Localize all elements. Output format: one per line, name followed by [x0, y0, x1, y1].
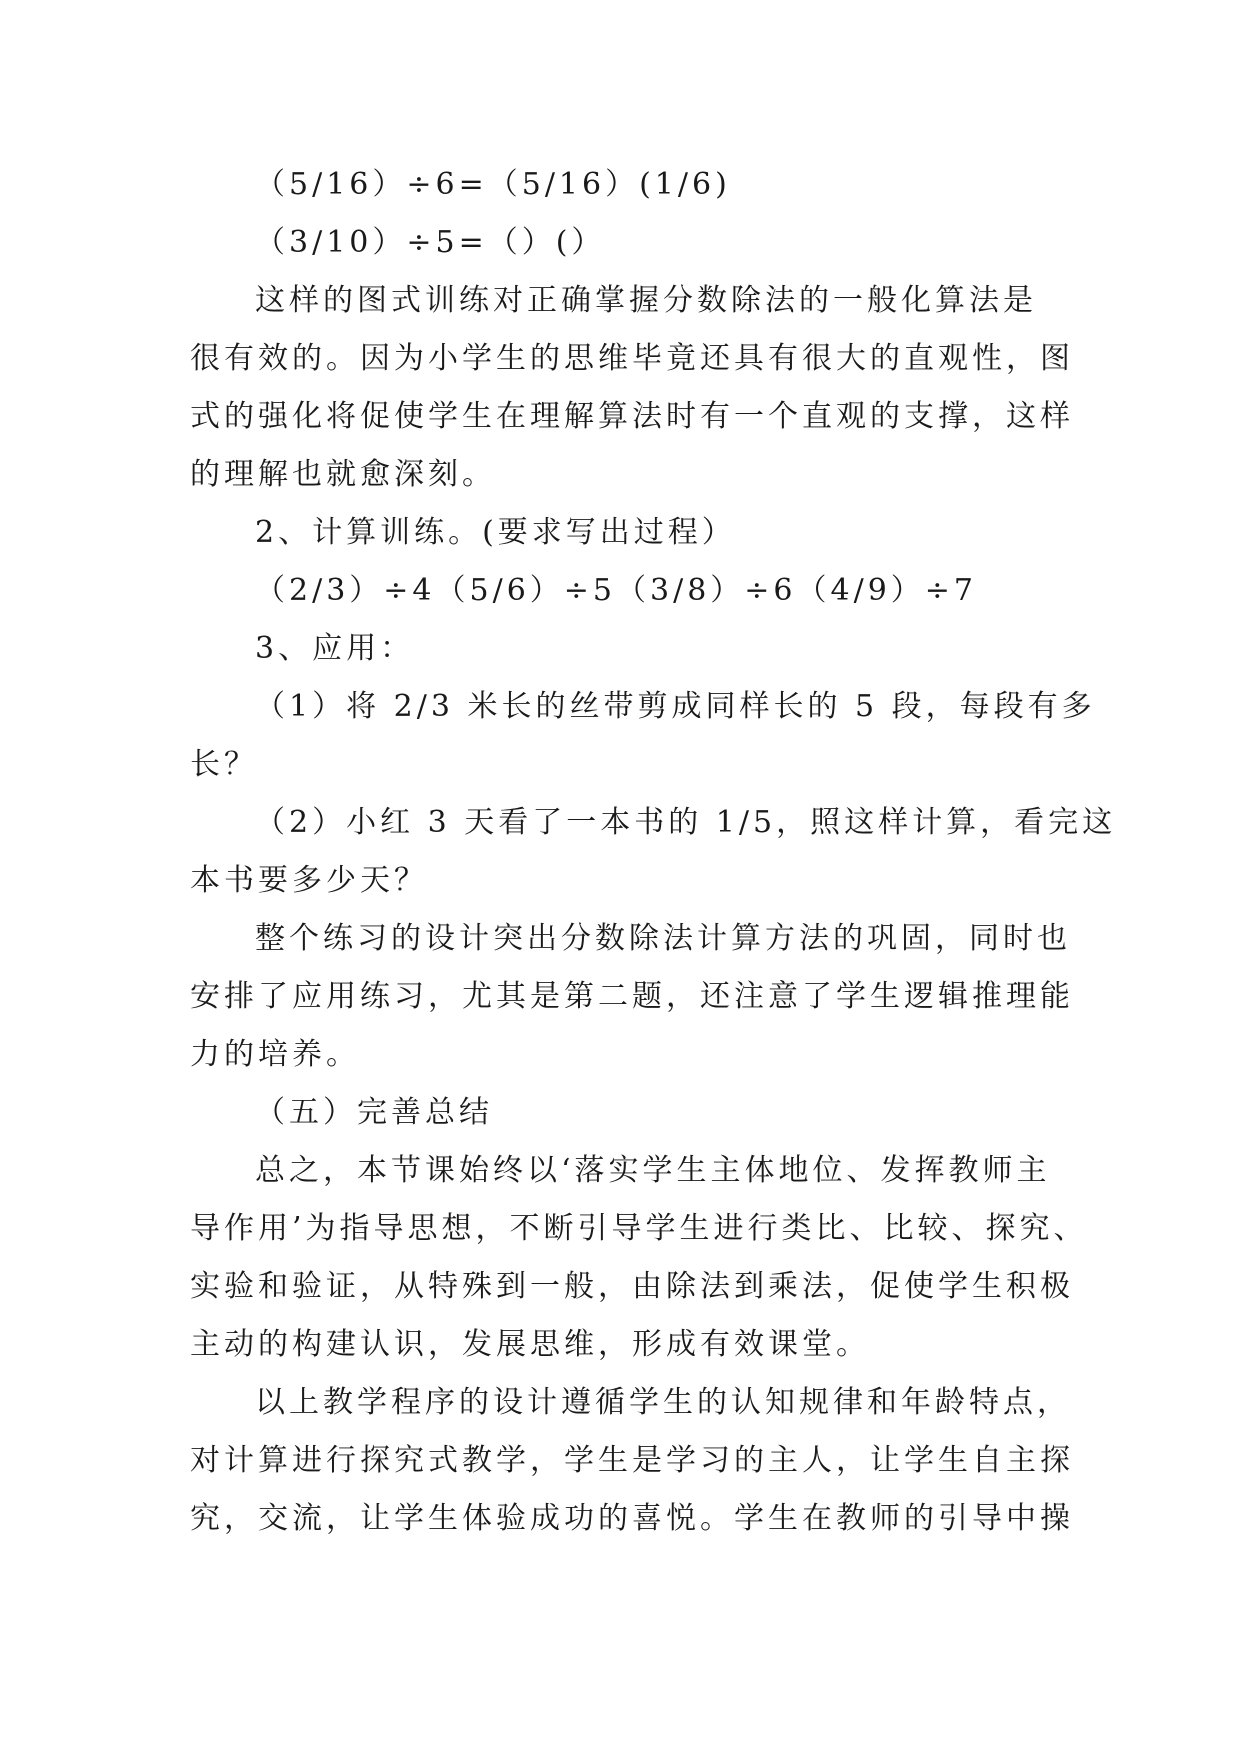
paragraph-line: 主动的构建认识，发展思维，形成有效课堂。: [190, 1327, 870, 1362]
paragraph-line: 力的培养。: [190, 1037, 360, 1072]
paragraph-line: 以上教学程序的设计遵循学生的认知规律和年龄特点，: [255, 1385, 1071, 1420]
question-2-line: 本书要多少天？: [190, 863, 428, 898]
question-2-line: （2）小红 3 天看了一本书的 1/5，照这样计算，看完这: [255, 805, 1117, 840]
paragraph-line: 的理解也就愈深刻。: [190, 457, 496, 492]
question-1-line: （1）将 2/3 米长的丝带剪成同样长的 5 段，每段有多: [255, 689, 1096, 724]
paragraph-line: 究，交流，让学生体验成功的喜悦。学生在教师的引导中操: [190, 1501, 1074, 1536]
paragraph-line: 整个练习的设计突出分数除法计算方法的巩固，同时也: [255, 921, 1071, 956]
section-heading-application: 3、应用：: [255, 631, 415, 666]
paragraph-line: 安排了应用练习，尤其是第二题，还注意了学生逻辑推理能: [190, 979, 1074, 1014]
equation-line-2: （3/10）÷5=（）(）: [255, 225, 606, 260]
equation-line-3: （2/3）÷4（5/6）÷5（3/8）÷6（4/9）÷7: [255, 573, 978, 608]
section-heading-summary: （五）完善总结: [255, 1095, 493, 1130]
paragraph-line: 实验和验证，从特殊到一般，由除法到乘法，促使学生积极: [190, 1269, 1074, 1304]
question-1-line: 长？: [190, 747, 258, 782]
paragraph-line: 导作用’为指导思想，不断引导学生进行类比、比较、探究、: [190, 1211, 1088, 1246]
paragraph-line: 总之，本节课始终以‘落实学生主体地位、发挥教师主: [255, 1153, 1051, 1188]
equation-line-1: （5/16）÷6=（5/16）(1/6): [255, 167, 731, 202]
section-heading-calculation: 2、计算训练。(要求写出过程）: [255, 515, 736, 550]
paragraph-line: 式的强化将促使学生在理解算法时有一个直观的支撑，这样: [190, 399, 1074, 434]
paragraph-line: 这样的图式训练对正确掌握分数除法的一般化算法是: [255, 283, 1037, 318]
paragraph-line: 很有效的。因为小学生的思维毕竟还具有很大的直观性，图: [190, 341, 1074, 376]
paragraph-line: 对计算进行探究式教学，学生是学习的主人，让学生自主探: [190, 1443, 1074, 1478]
